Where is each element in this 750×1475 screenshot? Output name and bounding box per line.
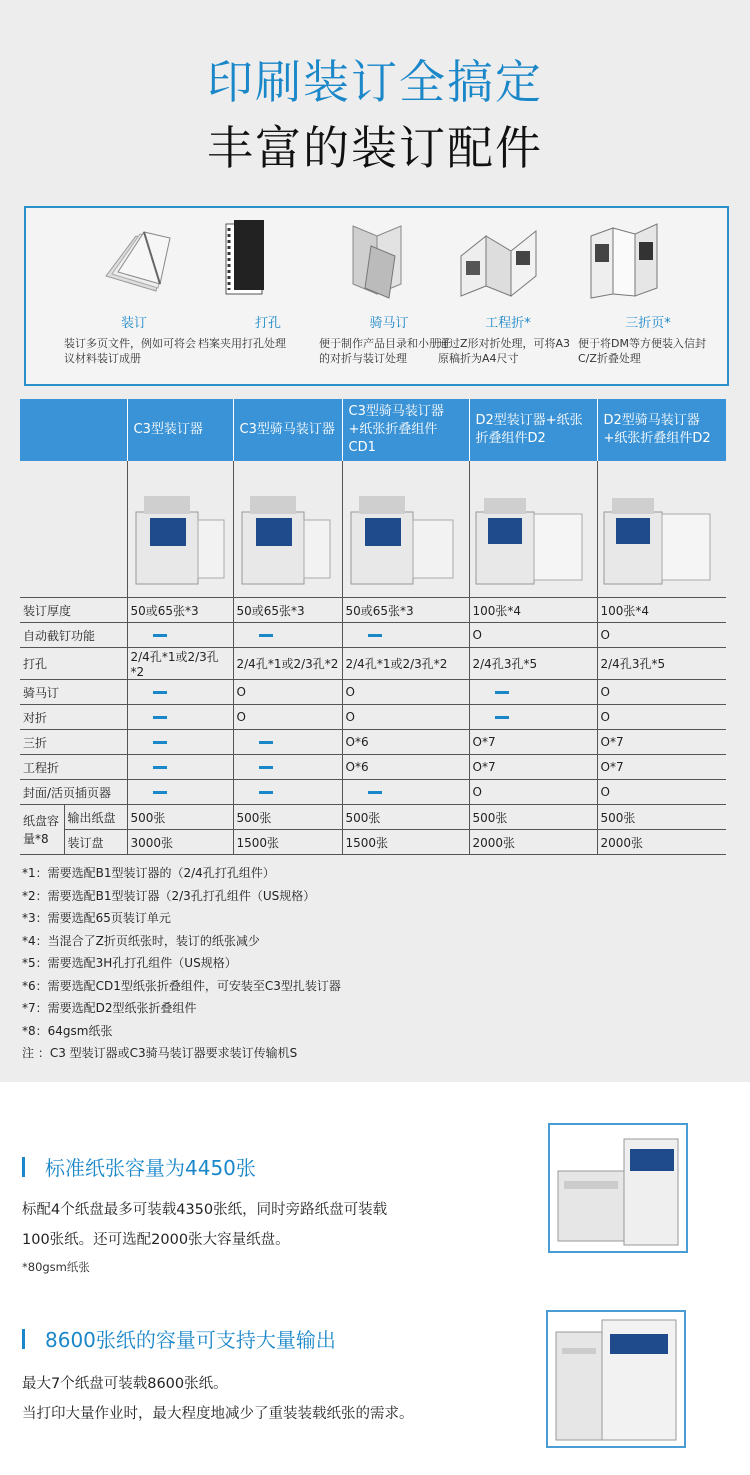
stapled-booklet-icon bbox=[64, 216, 204, 308]
footnote: *3：需要选配65页装订单元 bbox=[22, 911, 171, 925]
punched-paper-icon bbox=[198, 216, 338, 308]
feature-label: 三折页* bbox=[625, 316, 671, 331]
table-row bbox=[20, 755, 726, 780]
cell-value: O bbox=[345, 685, 355, 699]
table-cell bbox=[342, 648, 469, 680]
table-row bbox=[20, 623, 726, 648]
printer-photo bbox=[546, 1310, 686, 1448]
section-text: 最大7个纸盘可装载8600张纸。 bbox=[22, 1376, 228, 1392]
table-cell bbox=[233, 755, 342, 780]
table-cell bbox=[233, 830, 342, 855]
table-cell bbox=[127, 755, 233, 780]
section-text: 100张纸。还可选配2000张大容量纸盘。 bbox=[22, 1232, 290, 1248]
row-label: 对折 bbox=[20, 705, 127, 730]
table-cell bbox=[469, 730, 597, 755]
cell-value: 1500张 bbox=[345, 835, 389, 850]
row-label: 输出纸盘 bbox=[64, 805, 127, 830]
table-cell bbox=[127, 830, 233, 855]
table-row bbox=[20, 780, 726, 805]
row-label: 三折 bbox=[20, 730, 127, 755]
printer-image bbox=[469, 461, 597, 598]
dash-mark bbox=[153, 766, 167, 769]
footnotes bbox=[22, 862, 341, 1065]
dash-mark bbox=[153, 716, 167, 719]
cell-value: 100张*4 bbox=[600, 603, 650, 618]
dash-mark bbox=[259, 741, 273, 744]
section-heading: 8600张纸的容量可支持大量输出 bbox=[45, 1328, 336, 1352]
table-cell bbox=[233, 680, 342, 705]
tri-fold-icon bbox=[578, 216, 718, 308]
capacity-section bbox=[22, 1152, 387, 1275]
table-cell bbox=[597, 705, 726, 730]
table-cell bbox=[342, 680, 469, 705]
row-label: 装订盘 bbox=[64, 830, 127, 855]
cell-value: O*6 bbox=[345, 735, 369, 749]
table-cell bbox=[342, 623, 469, 648]
table-cell bbox=[233, 730, 342, 755]
table-cell bbox=[342, 755, 469, 780]
cell-value: 500张 bbox=[472, 810, 508, 825]
table-cell bbox=[342, 730, 469, 755]
cell-value: O bbox=[600, 710, 610, 724]
footnote: 注 ：C3 型装订器或C3骑马装订器要求装订传输机S bbox=[22, 1046, 298, 1060]
table-cell bbox=[469, 755, 597, 780]
table-corner bbox=[20, 399, 127, 461]
table-cell bbox=[233, 648, 342, 680]
printer-image bbox=[127, 461, 233, 598]
table-row bbox=[20, 705, 726, 730]
page-subtitle: 丰富的装订配件 bbox=[207, 121, 543, 175]
feature-item bbox=[578, 216, 718, 366]
feature-item bbox=[198, 216, 338, 351]
row-label: 打孔 bbox=[20, 648, 127, 680]
printer-photo bbox=[548, 1123, 688, 1253]
feature-desc: 通过Z形对折处理，可将A3原稿折为A4尺寸 bbox=[438, 337, 571, 365]
dash-mark bbox=[153, 691, 167, 694]
table-cell bbox=[127, 680, 233, 705]
table-cell bbox=[233, 705, 342, 730]
cell-value: O*7 bbox=[600, 735, 624, 749]
section-footnote: *80gsm纸张 bbox=[22, 1260, 90, 1274]
cell-value: O bbox=[236, 710, 246, 724]
table-cell bbox=[127, 730, 233, 755]
page-title: 印刷装订全搞定 bbox=[207, 55, 543, 109]
cell-value: O*6 bbox=[345, 760, 369, 774]
dash-mark bbox=[368, 791, 382, 794]
table-row bbox=[20, 830, 726, 855]
row-label: 装订厚度 bbox=[20, 598, 127, 623]
printer-image bbox=[597, 461, 726, 598]
output-section bbox=[22, 1324, 414, 1429]
table-cell bbox=[233, 805, 342, 830]
dash-mark bbox=[495, 691, 509, 694]
cell-value: O bbox=[236, 685, 246, 699]
table-row bbox=[20, 805, 726, 830]
feature-item bbox=[64, 216, 204, 366]
feature-desc: 装订多页文件，例如可将会议材料装订成册 bbox=[64, 337, 196, 365]
cell-value: 2/4孔3孔*5 bbox=[600, 657, 666, 671]
tray-group-label: 纸盘容量*8 bbox=[20, 805, 64, 855]
feature-desc: 档案夹用打孔处理 bbox=[198, 337, 286, 350]
heading-bar bbox=[22, 1329, 25, 1349]
printer-image-row bbox=[20, 461, 726, 598]
cell-value: 1500张 bbox=[236, 835, 280, 850]
cell-value: O bbox=[600, 785, 610, 799]
dash-mark bbox=[153, 634, 167, 637]
table-cell bbox=[597, 805, 726, 830]
table-cell bbox=[469, 598, 597, 623]
z-fold-icon bbox=[438, 216, 578, 308]
table-cell bbox=[342, 830, 469, 855]
table-cell bbox=[597, 730, 726, 755]
section-heading: 标准纸张容量为4450张 bbox=[45, 1156, 256, 1180]
table-cell bbox=[469, 648, 597, 680]
cell-value: O*7 bbox=[472, 760, 496, 774]
cell-value: O bbox=[345, 710, 355, 724]
cell-value: 3000张 bbox=[130, 835, 174, 850]
table-cell bbox=[469, 623, 597, 648]
table-cell bbox=[127, 623, 233, 648]
cell-value: O bbox=[472, 628, 482, 642]
column-header: C3型装订器 bbox=[127, 399, 233, 461]
table-cell bbox=[597, 623, 726, 648]
cell-value: O*7 bbox=[472, 735, 496, 749]
cell-value: 500张 bbox=[345, 810, 381, 825]
table-cell bbox=[597, 598, 726, 623]
printer-image bbox=[233, 461, 342, 598]
footnote: *4：当混合了Z折页纸张时，装订的纸张减少 bbox=[22, 933, 260, 948]
heading-bar bbox=[22, 1157, 25, 1177]
column-header: C3型骑马装订器 bbox=[233, 399, 342, 461]
table-cell bbox=[469, 680, 597, 705]
printer-image bbox=[342, 461, 469, 598]
table-cell bbox=[597, 830, 726, 855]
cell-value: 2/4孔3孔*5 bbox=[472, 657, 538, 671]
table-cell bbox=[127, 648, 233, 680]
cell-value: O*7 bbox=[600, 760, 624, 774]
column-header: C3型骑马装订器+纸张折叠组件CD1 bbox=[342, 399, 469, 461]
dash-mark bbox=[259, 766, 273, 769]
cell-value: 2000张 bbox=[472, 835, 516, 850]
feature-desc: 便于制作产品目录和小册子的对折与装订处理 bbox=[319, 337, 451, 365]
cell-value: 50或65张*3 bbox=[236, 603, 305, 618]
row-label: 工程折 bbox=[20, 755, 127, 780]
table-row bbox=[20, 730, 726, 755]
row-label: 骑马订 bbox=[20, 680, 127, 705]
footnote: *7：需要选配D2型纸张折叠组件 bbox=[22, 1001, 197, 1015]
row-label: 封面/活页插页器 bbox=[20, 780, 127, 805]
cell-value: O bbox=[472, 785, 482, 799]
table-row bbox=[20, 680, 726, 705]
table-cell bbox=[127, 598, 233, 623]
table-cell bbox=[233, 623, 342, 648]
table-cell bbox=[469, 830, 597, 855]
table-cell bbox=[127, 705, 233, 730]
table-cell bbox=[233, 780, 342, 805]
cell-value: 2/4孔*1或2/3孔*2 bbox=[345, 657, 448, 671]
cell-value: 100张*4 bbox=[472, 603, 522, 618]
dash-mark bbox=[368, 634, 382, 637]
table-cell bbox=[342, 705, 469, 730]
column-header: D2型装订器+纸张折叠组件D2 bbox=[469, 399, 597, 461]
dash-mark bbox=[495, 716, 509, 719]
table-cell bbox=[597, 755, 726, 780]
table-cell bbox=[342, 805, 469, 830]
feature-item bbox=[438, 216, 578, 366]
feature-label: 骑马订 bbox=[369, 316, 409, 331]
feature-panel bbox=[24, 206, 729, 386]
section-text: 当打印大量作业时，最大程度地减少了重装装载纸张的需求。 bbox=[22, 1406, 414, 1422]
cell-value: 500张 bbox=[236, 810, 272, 825]
cell-value: 2000张 bbox=[600, 835, 644, 850]
table-cell bbox=[127, 780, 233, 805]
table-cell bbox=[127, 805, 233, 830]
dash-mark bbox=[259, 634, 273, 637]
table-cell bbox=[342, 780, 469, 805]
cell-value: O bbox=[600, 685, 610, 699]
cell-value: O bbox=[600, 628, 610, 642]
table-cell bbox=[597, 780, 726, 805]
column-header: D2型骑马装订器+纸张折叠组件D2 bbox=[597, 399, 726, 461]
table-row bbox=[20, 648, 726, 680]
footnote: *6：需要选配CD1型纸张折叠组件，可安装至C3型扎装订器 bbox=[22, 978, 341, 993]
table-cell bbox=[597, 648, 726, 680]
table-cell bbox=[597, 680, 726, 705]
row-label: 自动截钉功能 bbox=[20, 623, 127, 648]
cell-value: 500张 bbox=[600, 810, 636, 825]
footnote: *5：需要选配3H孔打孔组件（US规格） bbox=[22, 956, 237, 970]
dash-mark bbox=[153, 741, 167, 744]
footnote: *2：需要选配B1型装订器（2/3孔打孔组件（US规格） bbox=[22, 888, 316, 903]
feature-label: 打孔 bbox=[254, 316, 281, 331]
table-cell bbox=[469, 705, 597, 730]
cell-value: 2/4孔*1或2/3孔*2 bbox=[236, 657, 339, 671]
cell-value: 500张 bbox=[130, 810, 166, 825]
feature-desc: 便于将DM等方便装入信封C/Z折叠处理 bbox=[578, 337, 706, 365]
dash-mark bbox=[153, 791, 167, 794]
feature-label: 装订 bbox=[120, 316, 147, 331]
cell-value: 50或65张*3 bbox=[130, 603, 199, 618]
footnote: *8：64gsm纸张 bbox=[22, 1023, 113, 1038]
feature-label: 工程折* bbox=[485, 316, 531, 331]
table-cell bbox=[469, 805, 597, 830]
dash-mark bbox=[259, 791, 273, 794]
table-row bbox=[20, 598, 726, 623]
spec-table bbox=[20, 399, 726, 855]
section-text: 标配4个纸盘最多可装载4350张纸，同时旁路纸盘可装载 bbox=[22, 1202, 388, 1218]
table-cell bbox=[342, 598, 469, 623]
cell-value: 50或65张*3 bbox=[345, 603, 414, 618]
table-cell bbox=[233, 598, 342, 623]
footnote: *1：需要选配B1型装订器的（2/4孔打孔组件） bbox=[22, 866, 275, 880]
table-cell bbox=[469, 780, 597, 805]
cell-value: 2/4孔*1或2/3孔*2 bbox=[130, 650, 219, 679]
